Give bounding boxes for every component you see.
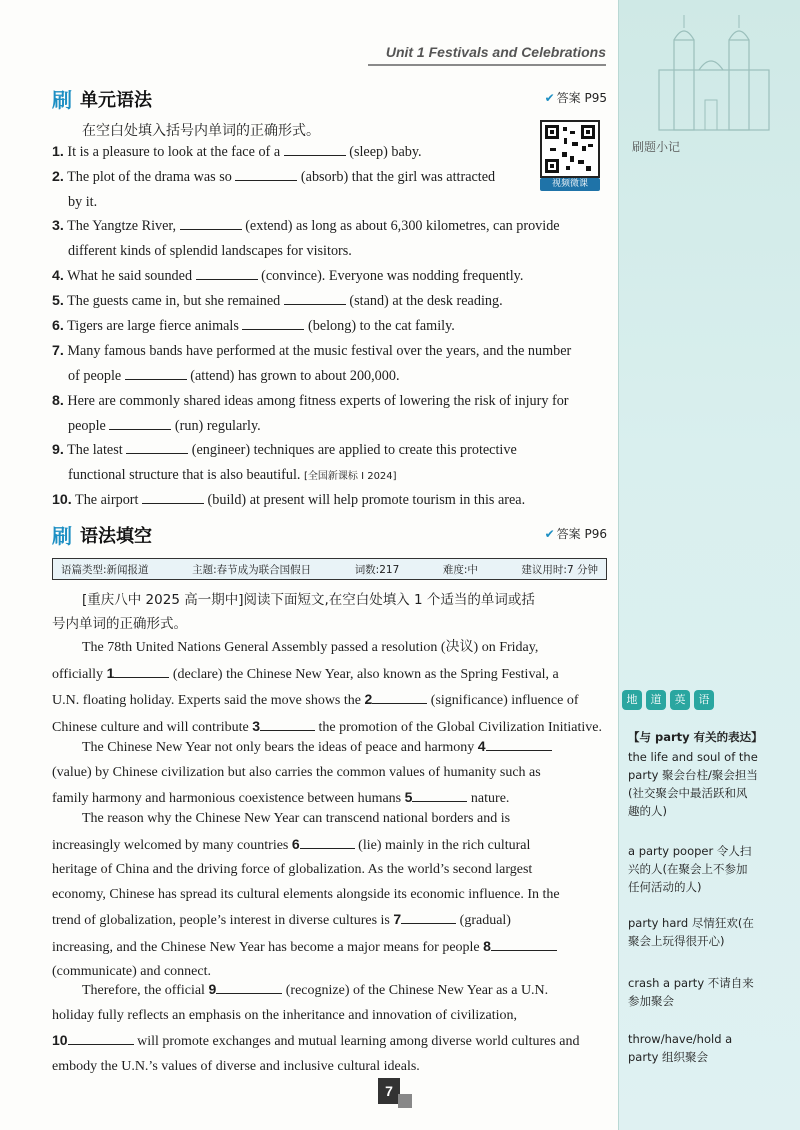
text-type: 语篇类型:新闻报道 — [61, 563, 149, 576]
difficulty: 难度:中 — [442, 563, 478, 576]
gap-3[interactable] — [260, 719, 315, 731]
gap-5[interactable] — [412, 790, 467, 802]
suggested-time: 建议用时:7 分钟 — [521, 563, 598, 576]
gap-4[interactable] — [486, 739, 552, 751]
expression-item: crash a party 不请自来参加聚会 — [628, 976, 754, 1008]
question-6: 6. Tigers are large fierce animals (belong) to the cat family. — [52, 318, 455, 334]
paragraph-2: The Chinese New Year not only bears the ideas of peace and harmony 4 (value) by Chinese civilization but also carries the common values of humanity such as family harmony and harmonious coexistence between humans 5 nature. — [52, 734, 607, 812]
notes-sidebar — [618, 0, 800, 1130]
passage-intro: [重庆八中 2025 高一期中]阅读下面短文,在空白处填入 1 个适当的单词或括 号内单词的正确形式。 — [52, 592, 535, 632]
source-tag: [全国新课标 I 2024] — [304, 471, 397, 482]
answer-blank[interactable] — [126, 441, 188, 454]
gap-2[interactable] — [372, 692, 427, 704]
answer-reference[interactable] — [545, 525, 607, 542]
expression-item: throw/have/hold a party 组织聚会 — [628, 1032, 733, 1064]
notes-title: 刷题小记 — [632, 140, 681, 154]
party-expressions-heading: 【与 party 有关的表达】 — [628, 730, 763, 744]
answer-blank[interactable] — [180, 217, 242, 230]
answer-blank[interactable] — [125, 367, 187, 380]
topic: 主题:春节成为联合国假日 — [192, 563, 312, 576]
expression-item: the life and soul of the party 聚会台柱/聚会担当(社交聚会中最活跃和风趣的人) — [628, 750, 758, 818]
question-4: 4. What he said sounded (convince). Everyone was nodding frequently. — [52, 268, 524, 284]
gap-10[interactable] — [68, 1033, 134, 1045]
gap-1[interactable] — [114, 666, 169, 678]
church-illustration — [619, 10, 800, 140]
section-header-cloze — [52, 520, 607, 546]
question-7: 7. Many famous bands have performed at the music festival over the years, and the number of people (attend) has grown to about 200,000. — [52, 343, 572, 384]
gap-7[interactable] — [401, 912, 456, 924]
question-9: 9. The latest (engineer) techniques are applied to create this protective functional structure that is also beautiful. [全国新课标 I 2024] — [52, 442, 517, 483]
answer-page: 答案 P96 — [556, 527, 607, 541]
answer-blank[interactable] — [242, 317, 304, 330]
expression-item: a party pooper 令人扫兴的人(在聚会上不参加任何活动的人) — [628, 844, 752, 894]
expression-item: party hard 尽情狂欢(在聚会上玩得很开心) — [628, 916, 754, 948]
brush-icon: 刷 — [52, 88, 72, 112]
gap-6[interactable] — [300, 837, 355, 849]
page-number-decoration — [398, 1094, 412, 1108]
section-title: 单元语法 — [80, 90, 152, 111]
instruction: 在空白处填入括号内单词的正确形式。 — [82, 123, 320, 139]
passage-info-bar — [52, 558, 607, 580]
question-10: 10. The airport (build) at present will help promote tourism in this area. — [52, 492, 526, 508]
section-title: 语法填空 — [80, 526, 152, 547]
answer-blank[interactable] — [284, 143, 346, 156]
word-count: 词数:217 — [354, 563, 400, 576]
paragraph-4: Therefore, the official 9 (recognize) of the Chinese New Year as a U.N. holiday fully reflects an emphasis on the inheritance and innovation of civilization, 10 will promote exchanges and mutual learning among diverse world cultures and embody the U.N.’s values of diverse and inclusive cultural ideals. — [52, 981, 580, 1074]
answer-blank[interactable] — [284, 292, 346, 305]
question-8: 8. Here are commonly shared ideas among fitness experts of lowering the risk of injury for people (run) regularly. — [52, 393, 569, 434]
paragraph-3: The reason why the Chinese New Year can transcend national borders and is increasingly welcomed by many countries 6 (lie) mainly in the rich cultural heritage of China and the driving force of globalization. As the world’s second largest economy, Chinese has spread its cultural elements alongside its economic influence. In the trend of globalization, people’s interest in diverse cultures is 7 (gradual) increasing, and the Chinese New Year has become a major means for people 8 (communicate) and connect. — [52, 811, 560, 979]
unit-header: Unit 1 Festivals and Celebrations — [368, 44, 606, 66]
page-number: 7 — [378, 1078, 400, 1104]
answer-blank[interactable] — [142, 491, 204, 504]
authentic-english-banner: 地 道 英 语 — [622, 690, 722, 710]
check-icon: ✔ — [544, 527, 555, 541]
question-5: 5. The guests came in, but she remained (stand) at the desk reading. — [52, 293, 503, 309]
question-3: 3. The Yangtze River, (extend) as long as about 6,300 kilometres, can provide different kinds of splendid landscapes for visitors. — [52, 218, 560, 259]
video-lesson-label[interactable]: 视频微课 — [540, 178, 600, 191]
answer-reference[interactable] — [545, 89, 607, 106]
answer-blank[interactable] — [109, 417, 171, 430]
check-icon: ✔ — [544, 91, 555, 105]
question-1: 1. It is a pleasure to look at the face of a (sleep) baby. — [52, 144, 422, 160]
gap-8[interactable] — [491, 939, 557, 951]
section-header-grammar — [52, 84, 607, 110]
brush-icon: 刷 — [52, 524, 72, 548]
answer-page: 答案 P95 — [556, 91, 607, 105]
answer-blank[interactable] — [235, 168, 297, 181]
question-2: 2. The plot of the drama was so (absorb) that the girl was attracted by it. — [52, 169, 496, 210]
paragraph-1: The 78th United Nations General Assembly passed a resolution (决议) on Friday, officially 1 (declare) the Chinese New Year, also known as the Spring Festival, a U.N. floating holiday. Experts said the move shows the 2 (significance) influence of Chinese culture and will contribute 3 the promotion of the Global Civilization Initiative. — [52, 640, 602, 735]
gap-9[interactable] — [216, 982, 282, 994]
answer-blank[interactable] — [196, 267, 258, 280]
